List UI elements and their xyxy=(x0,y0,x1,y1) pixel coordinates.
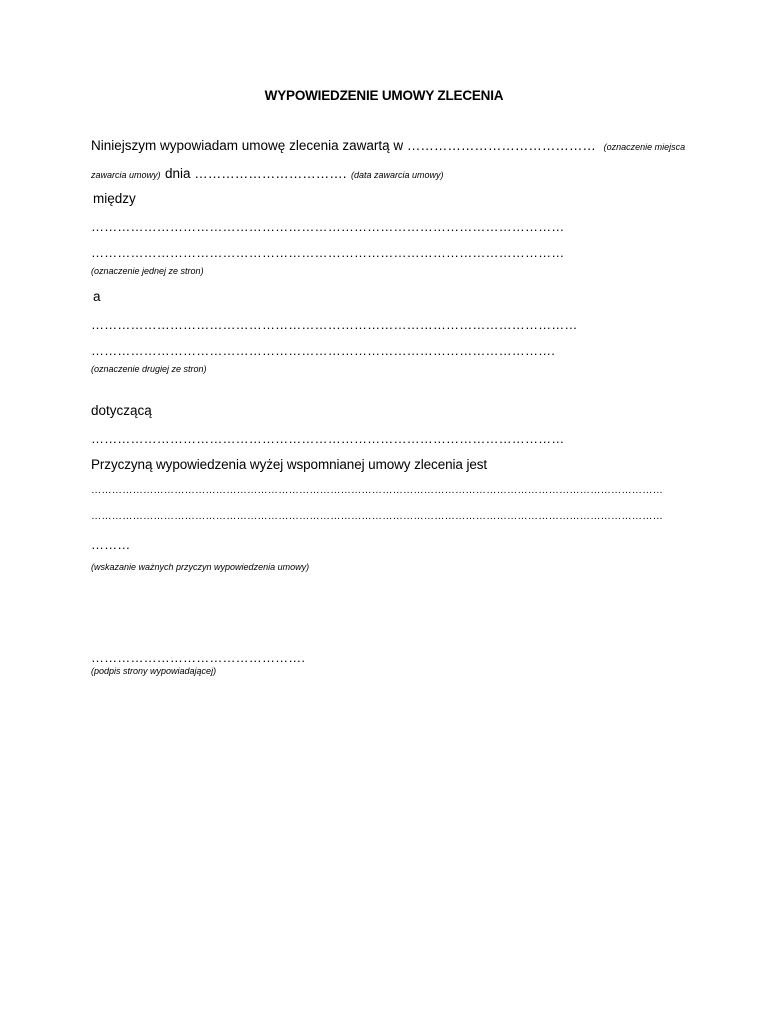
signature-line: …………………………………………. xyxy=(91,650,306,665)
reason-line1: ………………………………………………………………………………………………………………………………………………… xyxy=(91,485,663,496)
regarding-label: dotyczącą xyxy=(91,403,152,418)
party2-line1: ………………………………………………………………………………………………… xyxy=(91,317,578,332)
signature-note: (podpis strony wypowiadającej) xyxy=(91,666,217,676)
party1-line1: ……………………………………………………………………………………………… xyxy=(91,219,565,234)
place-note-part2: zawarcia umowy) xyxy=(91,170,161,180)
party2-note: (oznaczenie drugiej ze stron) xyxy=(91,364,207,374)
intro-text: Niniejszym wypowiadam umowę zlecenia zawartą w …………………………………… xyxy=(91,138,596,153)
and-label: a xyxy=(93,289,101,304)
intro-date-line xyxy=(91,166,444,182)
between-label: między xyxy=(93,191,136,206)
date-text: dnia ……………………………. xyxy=(164,166,347,181)
party2-line2: ……………………………………………………………………………………………. xyxy=(91,343,556,358)
reason-line3: ……… xyxy=(91,537,131,552)
intro-line xyxy=(91,139,685,153)
reason-label: Przyczyną wypowiedzenia wyżej wspomnianej umowy zlecenia jest xyxy=(91,457,488,472)
date-note: (data zawarcia umowy) xyxy=(350,170,444,180)
party1-line2: ……………………………………………………………………………………………… xyxy=(91,245,565,260)
regarding-line: ……………………………………………………………………………………………… xyxy=(91,431,565,446)
reason-note: (wskazanie ważnych przyczyn wypowiedzenia umowy) xyxy=(91,562,310,572)
place-note-part1: (oznaczenie miejsca xyxy=(603,142,686,152)
document-title: WYPOWIEDZENIE UMOWY ZLECENIA xyxy=(264,88,504,103)
reason-line2: ………………………………………………………………………………………………………………………………………………… xyxy=(91,511,663,522)
party1-note: (oznaczenie jednej ze stron) xyxy=(91,266,204,276)
